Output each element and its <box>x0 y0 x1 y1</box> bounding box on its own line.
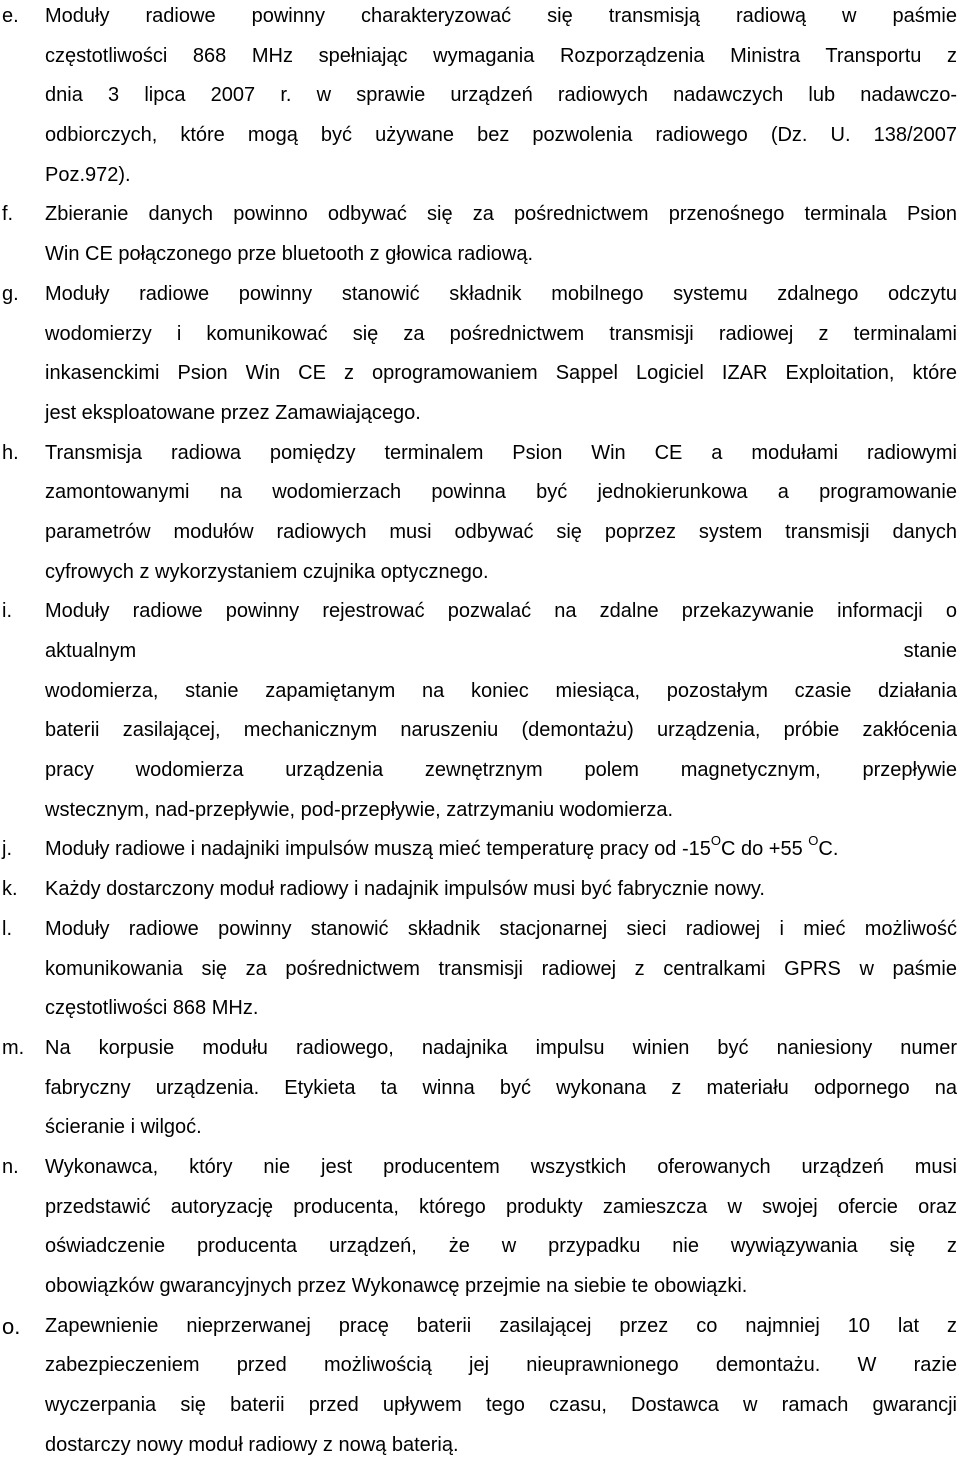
list-item-m <box>0 1029 960 1148</box>
list-item-n <box>0 1148 960 1307</box>
text-line: cyfrowych z wykorzystaniem czujnika optycznego. <box>45 560 489 583</box>
text-line: inkasenckimi Psion Win CE z oprogramowaniem Sappel Logiciel IZAR Exploitation, które <box>45 362 957 385</box>
text-line: aktualnym stanie <box>45 640 957 662</box>
list-marker: g. <box>2 282 19 305</box>
text-line: wyczerpania się baterii przed upływem tego czasu, Dostawca w ramach gwarancji <box>45 1394 957 1417</box>
list-marker: h. <box>2 441 19 464</box>
text-line: wodomierzy i komunikować się za pośrednictwem transmisji radiowej z terminalami <box>45 322 957 345</box>
text-line: Zapewnienie nieprzerwanej pracę baterii zasilającej przez co najmniej 10 lat z <box>45 1314 957 1337</box>
text-line: Win CE połączonego prze bluetooth z głowica radiową. <box>45 243 534 266</box>
text-line: odbiorczych, które mogą być używane bez pozwolenia radiowego (Dz. U. 138/2007 <box>45 124 957 147</box>
text-line: komunikowania się za pośrednictwem transmisji radiowej z centralkami GPRS w paśmie <box>45 957 957 980</box>
text-line: częstotliwości 868 MHz spełniając wymagania Rozporządzenia Ministra Transportu z <box>45 44 957 67</box>
text-line: fabryczny urządzenia. Etykieta ta winna być wykonana z materiału odpornego na <box>45 1076 957 1099</box>
degree-sup: O <box>808 832 819 848</box>
list-item-k <box>0 870 960 910</box>
text-line: Moduły radiowe powinny stanowić składnik stacjonarnej sieci radiowej i mieć możliwość <box>45 917 957 940</box>
text-line: Transmisja radiowa pomiędzy terminalem Psion Win CE a modułami radiowymi <box>45 441 957 464</box>
text-line <box>45 830 957 870</box>
list-marker: j. <box>2 838 12 861</box>
list-marker: i. <box>2 600 12 623</box>
list-item-g <box>0 275 960 434</box>
text-line: Moduły radiowe powinny stanowić składnik mobilnego systemu zdalnego odczytu <box>45 282 957 305</box>
list-item-o <box>0 1307 960 1466</box>
list-item-f <box>0 195 960 274</box>
text-line: Poz.972). <box>45 163 131 186</box>
list-item-h <box>0 434 960 593</box>
list-marker: n. <box>2 1155 19 1178</box>
text-line: wodomierza, stanie zapamiętanym na koniec miesiąca, pozostałym czasie działania <box>45 679 957 702</box>
text-line: przedstawić autoryzację producenta, którego produkty zamieszcza w swojej ofercie oraz <box>45 1195 957 1218</box>
text-line: zamontowanymi na wodomierzach powinna być jednokierunkowa a programowanie <box>45 481 957 504</box>
text-line: oświadczenie producenta urządzeń, że w przypadku nie wywiązywania się z <box>45 1235 957 1258</box>
text-line: Moduły radiowe powinny charakteryzować się transmisją radiową w paśmie <box>45 5 957 27</box>
text-line: baterii zasilającej, mechanicznym naruszeniu (demontażu) urządzenia, próbie zakłócenia <box>45 719 957 742</box>
text-line: dnia 3 lipca 2007 r. w sprawie urządzeń radiowych nadawczych lub nadawczo- <box>45 84 957 107</box>
temperature-text: C do +55 <box>720 838 803 861</box>
list-item-j <box>0 830 960 870</box>
list-marker: e. <box>2 5 19 27</box>
temperature-text: C. <box>818 838 839 861</box>
text-line: parametrów modułów radiowych musi odbywać się poprzez system transmisji danych <box>45 520 957 543</box>
text-line: Wykonawca, który nie jest producentem wszystkich oferowanych urządzeń musi <box>45 1155 957 1178</box>
text-line: ścieranie i wilgoć. <box>45 1116 202 1139</box>
text-line: pracy wodomierza urządzenia zewnętrznym polem magnetycznym, przepływie <box>45 759 957 782</box>
list-marker: k. <box>2 878 18 901</box>
list-marker: l. <box>2 917 12 940</box>
degree-sup: O <box>710 832 721 848</box>
text-line: zabezpieczeniem przed możliwością jej nieuprawnionego demontażu. W razie <box>45 1354 957 1377</box>
list-marker: f. <box>2 203 14 226</box>
list-marker: m. <box>2 1036 25 1059</box>
text-line: Moduły radiowe powinny rejestrować pozwalać na zdalne przekazywanie informacji o <box>45 600 957 623</box>
text-line: Na korpusie modułu radiowego, nadajnika impulsu winien być naniesiony numer <box>45 1036 957 1059</box>
text-line: wstecznym, nad-przepływie, pod-przepływie, zatrzymaniu wodomierza. <box>45 798 674 821</box>
text-line: Zbieranie danych powinno odbywać się za pośrednictwem przenośnego terminala Psion <box>45 203 957 226</box>
text-line: dostarczy nowy moduł radiowy z nową baterią. <box>45 1433 459 1456</box>
text-line: Każdy dostarczony moduł radiowy i nadajnik impulsów musi być fabrycznie nowy. <box>45 878 765 901</box>
temperature-text: Moduły radiowe i nadajniki impulsów muszą mieć temperaturę pracy od -15 <box>45 838 711 861</box>
list-marker: o. <box>2 1313 21 1339</box>
text-line: jest eksploatowane przez Zamawiającego. <box>45 401 421 424</box>
text-line: obowiązków gwarancyjnych przez Wykonawcę przejmie na siebie te obowiązki. <box>45 1275 748 1297</box>
text-line: częstotliwości 868 MHz. <box>45 997 259 1020</box>
list-item-i <box>0 592 960 830</box>
list-item-l <box>0 910 960 1029</box>
list-item-e <box>0 0 960 195</box>
